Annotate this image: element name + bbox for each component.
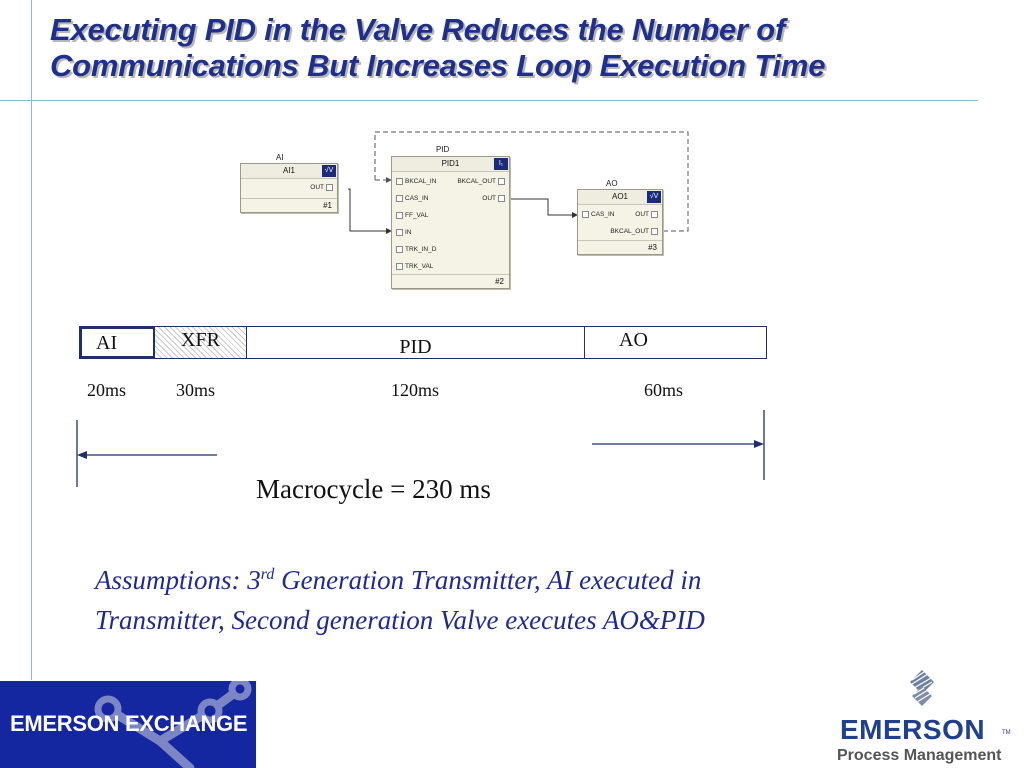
ai-block-name: AI1	[241, 164, 337, 179]
emerson-exchange-logo	[0, 681, 256, 768]
timing-segment-pid: PID	[247, 327, 585, 358]
duration-pid: 120ms	[391, 380, 440, 400]
ai-block-caption: AI	[276, 153, 284, 162]
port-box	[498, 195, 505, 202]
port-box	[396, 246, 403, 253]
ai-function-block[interactable]	[240, 163, 338, 213]
pid-port-label: CAS_IN	[405, 195, 429, 203]
pid-port-label: BKCAL_IN	[405, 178, 437, 186]
port-box	[326, 184, 333, 191]
pid-port-bkcal-in	[394, 178, 436, 186]
left-guide-line	[31, 0, 32, 680]
macrocycle-label: Macrocycle = 230 ms	[256, 474, 491, 504]
pid-port-label: TRK_VAL	[405, 263, 434, 271]
pid-port-label: BKCAL_OUT	[457, 178, 496, 186]
emerson-exchange-wordmark: EMERSON EXCHANGE	[10, 711, 248, 736]
duration-xfr: 30ms	[176, 380, 216, 400]
ai-port-out-label: OUT	[310, 184, 324, 192]
pid-port-cas-in	[394, 195, 428, 203]
execution-timing-bar	[79, 326, 767, 359]
function-block-diagram	[230, 125, 700, 295]
assumptions-line-1	[95, 560, 915, 600]
assumptions-text	[95, 560, 915, 640]
pid-port-trk-val	[394, 263, 433, 271]
ao-block-index: #3	[578, 240, 662, 254]
pid-port-label: FF_VAL	[405, 212, 429, 220]
macrocycle-arrows	[0, 400, 1024, 495]
pid-block-name: PID1	[392, 157, 509, 172]
ai-block-index: #1	[241, 198, 337, 212]
ao-port-bkcal-out	[610, 228, 660, 236]
port-box	[396, 229, 403, 236]
port-box	[396, 195, 403, 202]
slide-title-line-2: Communications But Increases Loop Execution Time	[50, 48, 826, 83]
process-management-label: Process Management	[837, 747, 1002, 764]
ao-block-name: AO1	[578, 190, 662, 205]
port-box	[396, 212, 403, 219]
ao-port-label: OUT	[635, 211, 649, 219]
ao-port-label: BKCAL_OUT	[610, 228, 649, 236]
port-box	[582, 211, 589, 218]
emerson-logo	[834, 668, 1020, 768]
timing-segment-ai: AI	[80, 327, 155, 358]
assumptions-line-1-start: Assumptions: 3	[95, 565, 261, 595]
slide-title-line-1: Executing PID in the Valve Reduces the Number of	[50, 12, 786, 47]
pid-port-label: IN	[405, 229, 412, 237]
assumptions-line-1-end: Generation Transmitter, AI executed in	[274, 565, 702, 595]
pid-function-block[interactable]	[391, 156, 510, 289]
ao-port-out	[635, 211, 660, 219]
ao-block-icon: √V	[647, 191, 661, 203]
ai-block-icon: √V	[322, 165, 336, 177]
pid-port-out	[482, 195, 507, 203]
emerson-diamond-icon	[894, 668, 954, 716]
assumptions-line-2: Transmitter, Second generation Valve executes AO&PID	[95, 605, 705, 635]
assumptions-superscript: rd	[260, 566, 275, 583]
port-box	[396, 263, 403, 270]
ao-port-label: CAS_IN	[591, 211, 615, 219]
timing-segment-ao: AO	[619, 329, 648, 351]
pid-block-index: #2	[392, 274, 509, 288]
slide-title	[50, 12, 950, 84]
port-box	[498, 178, 505, 185]
pid-block-caption: PID	[436, 145, 450, 154]
ao-function-block[interactable]	[577, 189, 663, 255]
port-box	[651, 228, 658, 235]
emerson-wordmark: EMERSON	[840, 714, 986, 745]
pid-port-in	[394, 229, 412, 237]
emerson-trademark: TM	[1002, 730, 1011, 736]
port-box	[396, 178, 403, 185]
pid-port-trk-in-d	[394, 246, 436, 254]
pid-port-bkcal-out	[457, 178, 507, 186]
pid-block-icon: Ι₁	[494, 158, 508, 170]
ao-block-caption: AO	[606, 179, 618, 188]
ai-port-out	[310, 184, 335, 192]
duration-ai: 20ms	[87, 380, 127, 400]
port-box	[651, 211, 658, 218]
duration-ao: 60ms	[644, 380, 684, 400]
pid-port-label: OUT	[482, 195, 496, 203]
pid-port-ff-val	[394, 212, 428, 220]
title-underline	[0, 100, 978, 101]
pid-port-label: TRK_IN_D	[405, 246, 437, 254]
timing-segment-xfr: XFR	[155, 327, 247, 358]
ao-port-cas-in	[580, 211, 614, 219]
